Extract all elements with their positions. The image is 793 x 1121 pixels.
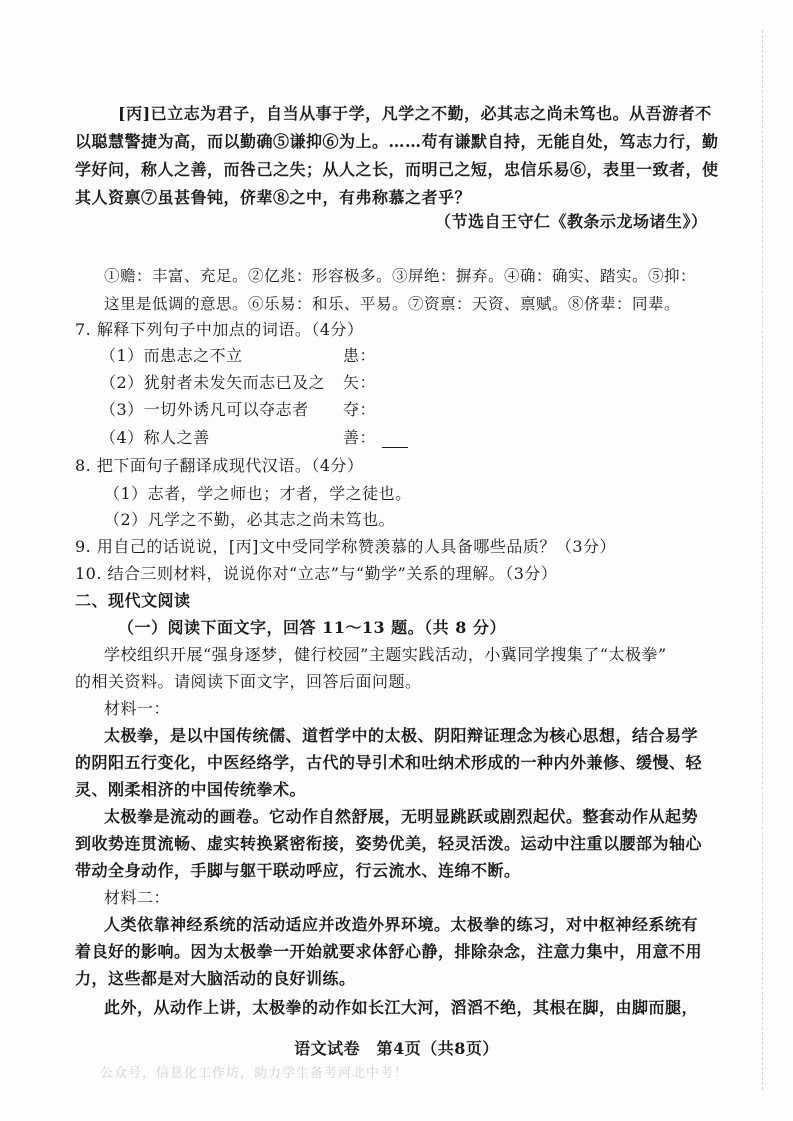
watermark: 公众号，信息化工作坊，助力学生备考河北中考！ <box>100 1066 409 1081</box>
q7-item-4-answer[interactable] <box>343 428 408 448</box>
material-2-label: 材料二： <box>104 888 171 907</box>
material-1-p1-line-2: 的阴阳五行变化，中医经络学，古代的导引术和吐纳术形成的一种内外兼修、缓慢、轻 <box>75 753 703 772</box>
intro-line-2: 的相关资料。请阅读下面文字，回答后面问题。 <box>75 672 422 691</box>
material-1-p1-line-1: 太极拳，是以中国传统儒、道哲学中的太极、阴阳辩证理念为核心思想，结合易学 <box>104 726 699 745</box>
q7-item-4-sentence: （4）称人之善 <box>100 428 210 447</box>
material-1-p1-line-3: 灵、刚柔相济的中国传统拳术。 <box>75 780 307 799</box>
material-2-p1-line-3: 力，这些都是对大脑活动的良好训练。 <box>75 969 356 988</box>
passage-c-line-1: [丙]已立志为君子，自当从事于学，凡学之不勤，必其志之尚未笃也。从吾游者不 <box>118 104 712 123</box>
q7-item-1-word: 患： <box>343 346 377 365</box>
material-1-p2-line-2: 到收势连贯流畅、虚实转换紧密衔接，姿势优美，轻灵活泼。运动中注重以腰部为轴心 <box>75 834 703 853</box>
binding-edge-line <box>761 30 763 1090</box>
q8-item-2: （2）凡学之不勤，必其志之尚未笃也。 <box>104 510 396 529</box>
intro-line-1: 学校组织开展“强身逐梦，健行校园”主题实践活动，小冀同学搜集了“太极拳” <box>104 645 667 664</box>
footnotes-line-2: 这里是低调的意思。⑥乐易：和乐、平易。⑦资禀：天资、禀赋。⑧侪辈：同辈。 <box>104 295 681 313</box>
q7-item-2-sentence: （2）犹射者未发矢而志已及之 <box>100 373 326 392</box>
passage-c-source: （节选自王守仁《教条示龙场诸生》） <box>435 212 708 231</box>
section-2-sub-heading: （一）阅读下面文字，回答 11～13 题。（共 8 分） <box>118 618 506 637</box>
q8-item-1: （1）志者，学之师也；才者，学之徒也。 <box>104 484 412 503</box>
q7-item-3-sentence: （3）一切外诱凡可以夺志者 <box>100 400 309 419</box>
passage-c-line-2: 以聪慧警捷为高，而以勤确⑤谦抑⑥为上。……苟有谦默自持，无能自处，笃志力行，勤 <box>75 132 719 151</box>
material-1-p2-line-3: 带动全身动作，手脚与躯干联动呼应，行云流水、连绵不断。 <box>75 861 521 880</box>
passage-c-line-3: 学好问，称人之善，而咎己之失；从人之长，而明己之短，忠信乐易⑥，表里一致者，使 <box>75 160 719 179</box>
page-footer: 语文试卷 第4页（共8页） <box>294 1039 499 1058</box>
q7-item-1-sentence: （1）而患志之不立 <box>100 346 243 365</box>
section-2-heading: 二、现代文阅读 <box>75 591 191 610</box>
material-2-p2-line-1: 此外，从动作上讲，太极拳的动作如长江大河，滔滔不绝，其根在脚，由脚而腿， <box>104 998 699 1017</box>
question-7-stem: 7. 解释下列句子中加点的词语。（4分） <box>75 320 364 339</box>
material-1-p2-line-1: 太极拳是流动的画卷。它动作自然舒展，无明显跳跃或剧烈起伏。整套动作从起势 <box>104 807 699 826</box>
q7-item-4-word: 善： <box>343 428 377 447</box>
material-1-label: 材料一： <box>104 699 171 718</box>
question-9: 9. 用自己的话说说，[丙]文中受同学称赞羡慕的人具备哪些品质？（3分） <box>75 537 617 556</box>
footnotes-line-1: ①赡：丰富、充足。②亿兆：形容极多。③屏绝：摒弃。④确：确实、踏实。⑤抑： <box>104 267 697 285</box>
material-2-p1-line-2: 着良好的影响。因为太极拳一开始就要求体舒心静，排除杂念，注意力集中，用意不用 <box>75 942 703 961</box>
question-8-stem: 8. 把下面句子翻译成现代汉语。（4分） <box>75 456 364 475</box>
material-2-p1-line-1: 人类依靠神经系统的活动适应并改造外界环境。太极拳的练习，对中枢神经系统有 <box>104 915 699 934</box>
question-10: 10. 结合三则材料，说说你对“立志”与“勤学”关系的理解。（3分） <box>75 564 558 583</box>
passage-c-line-4: 其人资禀⑦虽甚鲁钝，侪辈⑧之中，有弗称慕之者乎？ <box>75 188 472 207</box>
q7-item-3-word: 夺： <box>343 400 377 419</box>
answer-blank[interactable] <box>382 433 408 448</box>
q7-item-2-word: 矢： <box>343 373 377 392</box>
